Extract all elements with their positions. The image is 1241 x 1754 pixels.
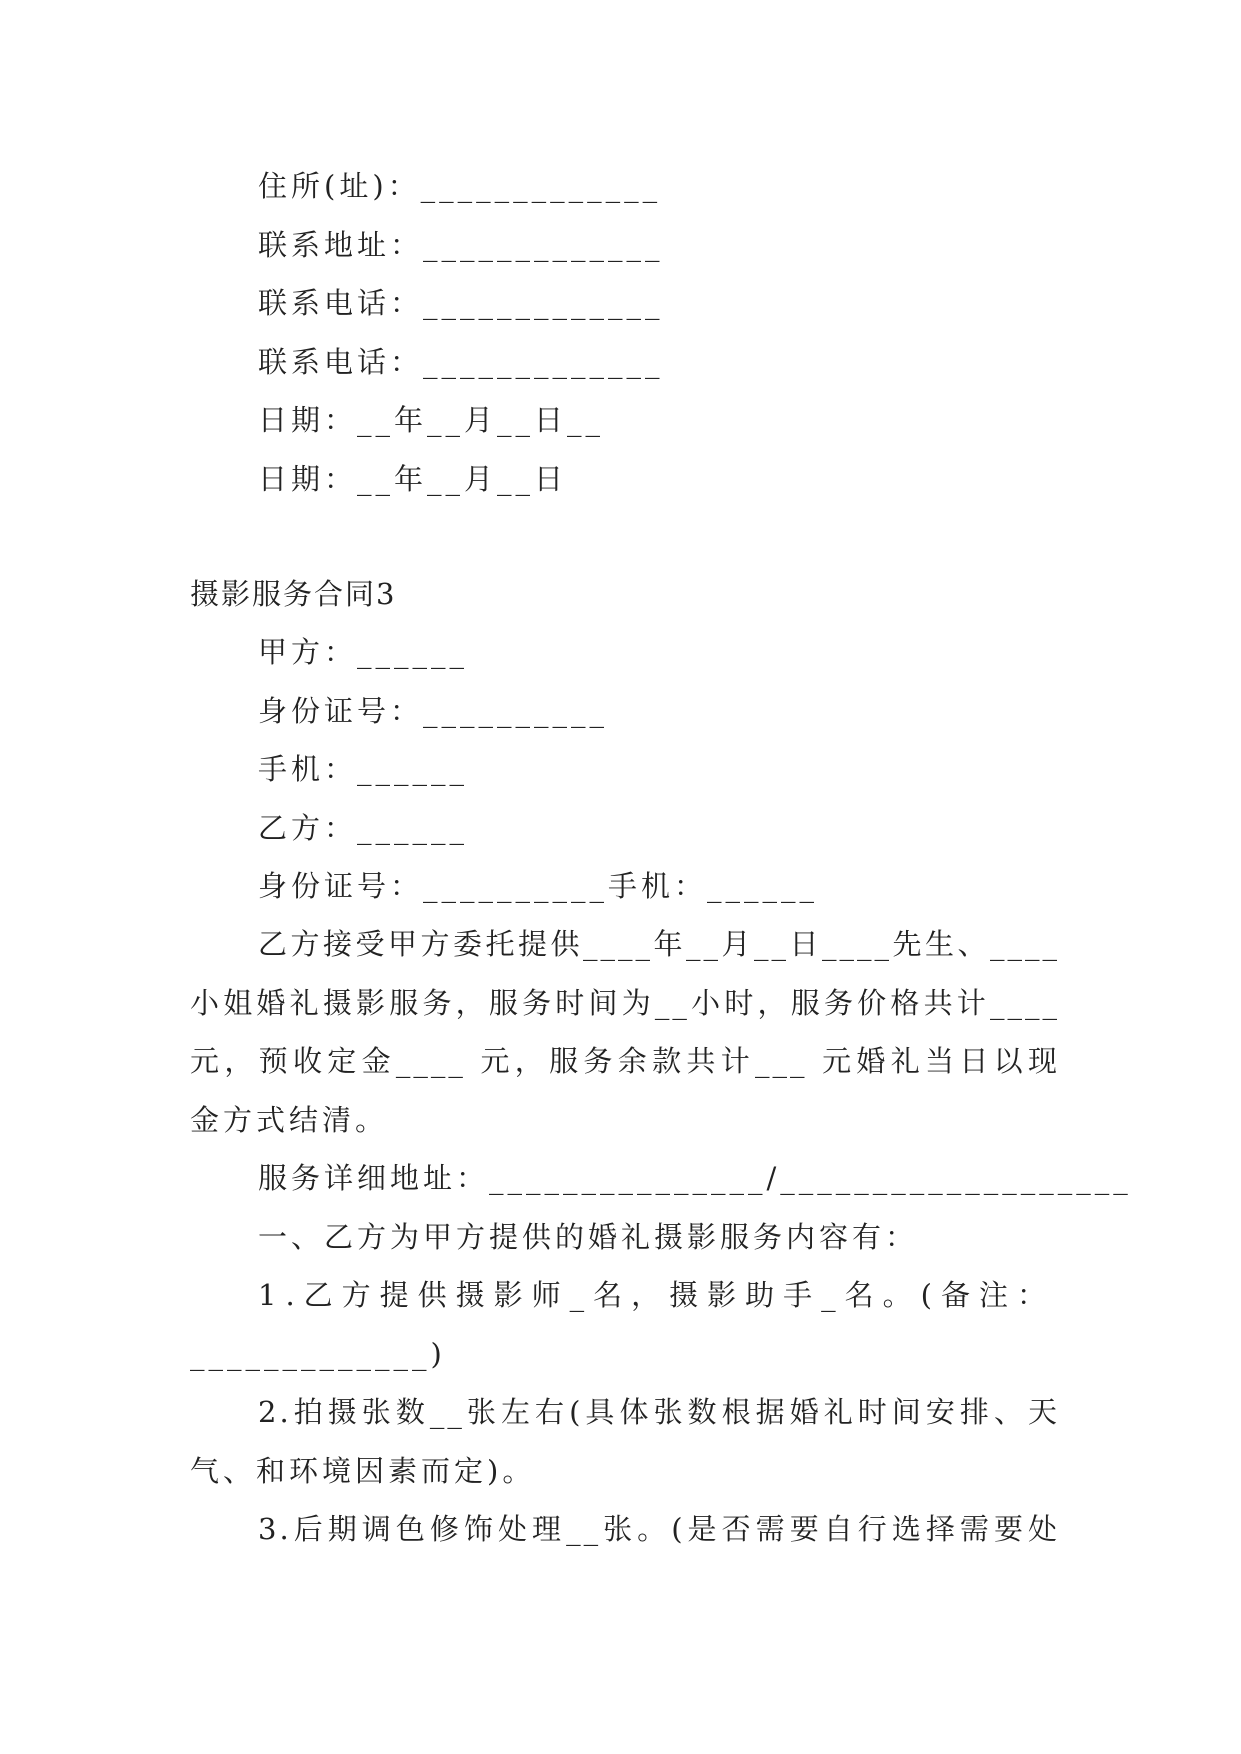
contact-phone-line-1: 联系电话：_____________ xyxy=(258,286,664,320)
item-1-line-2: _____________) xyxy=(190,1337,446,1371)
item-1-line-1: 1.乙方提供摄影师_名，摄影助手_名。(备注： xyxy=(258,1278,1055,1312)
item-2-line-1: 2.拍摄张数__张左右(具体张数根据婚礼时间安排、天 xyxy=(258,1395,1060,1429)
date-line-1: 日期：__年__月__日__ xyxy=(258,403,605,437)
party-b-id-phone-line: 身份证号：__________手机：______ xyxy=(258,869,819,903)
contract-title: 摄影服务合同3 xyxy=(190,577,397,611)
party-a-id-line: 身份证号：__________ xyxy=(258,694,609,728)
contact-address-line: 联系地址：_____________ xyxy=(258,228,664,262)
service-paragraph-line-1: 乙方接受甲方委托提供____年__月__日____先生、____ xyxy=(258,927,1060,961)
party-b-line: 乙方：______ xyxy=(258,811,469,845)
item-3-line-1: 3.后期调色修饰处理__张。(是否需要自行选择需要处 xyxy=(258,1512,1060,1546)
service-paragraph-line-3: 元，预收定金____ 元，服务余款共计___ 元婚礼当日以现 xyxy=(190,1044,1060,1078)
date-line-2: 日期：__年__月__日 xyxy=(258,462,568,496)
section-one-heading: 一、乙方为甲方提供的婚礼摄影服务内容有： xyxy=(258,1220,919,1254)
contact-phone-line-2: 联系电话：_____________ xyxy=(258,345,664,379)
service-paragraph-line-2: 小姐婚礼摄影服务，服务时间为__小时，服务价格共计____ xyxy=(190,986,1060,1020)
party-a-line: 甲方：______ xyxy=(258,635,469,669)
service-address-line: 服务详细地址：_______________/___________________ xyxy=(258,1161,1132,1195)
party-a-phone-line: 手机：______ xyxy=(258,752,469,786)
item-2-line-2: 气、和环境因素而定)。 xyxy=(190,1454,536,1488)
service-paragraph-line-4: 金方式结清。 xyxy=(190,1103,389,1137)
residence-address-line: 住所(址)：_____________ xyxy=(258,169,662,203)
